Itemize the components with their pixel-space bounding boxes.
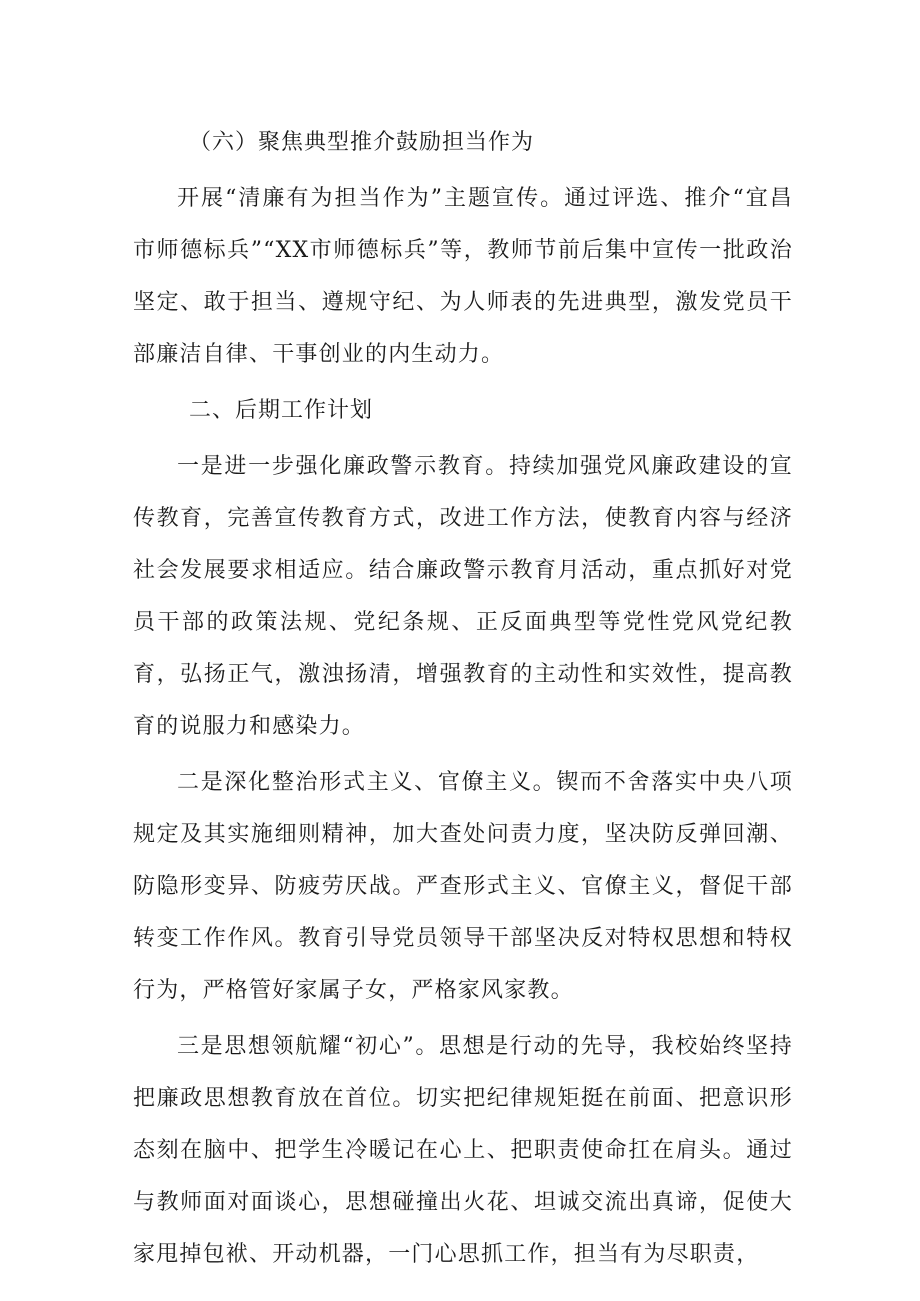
document-body (133, 117, 793, 1285)
paragraph-ideological-guidance: 三是思想领航耀“初心”。思想是行动的先导，我校始终坚持把廉政思想教育放在首位。切实把纪律规矩挺在前面、把意识形态刻在脑中、把学生冷暖记在心上、把职责使命扛在肩头。通过与教师面对面谈心，思想碰撞出火花、坦诚交流出真谛，促使大家甩掉包袱、开动机器，一门心思抓工作，担当有为尽职责， (133, 1034, 793, 1267)
paragraph-rectify-formalism: 二是深化整治形式主义、官僚主义。锲而不舍落实中央八项规定及其实施细则精神，加大查处问责力度，坚决防反弹回潮、防隐形变异、防疲劳厌战。严查形式主义、官僚主义，督促干部转变工作作风。教育引导党员领导干部坚决反对特权思想和特权行为，严格管好家属子女，严格家风家教。 (133, 770, 793, 1003)
paragraph-theme-publicity: 开展“清廉有为担当作为”主题宣传。通过评选、推介“宜昌市师德标兵”“XX市师德标兵”等，教师节前后集中宣传一批政治坚定、敢于担当、遵规守纪、为人师表的先进典型，激发党员干部廉洁自律、干事创业的内生动力。 (133, 186, 793, 367)
section-two-heading: 二、后期工作计划 (189, 398, 374, 423)
section-six-heading: （六）聚焦典型推介鼓励担当作为 (189, 130, 535, 155)
paragraph-warning-education: 一是进一步强化廉政警示教育。持续加强党风廉政建设的宣传教育，完善宣传教育方式，改进工作方法，使教育内容与经济社会发展要求相适应。结合廉政警示教育月活动，重点抓好对党员干部的政策法规、党纪条规、正反面典型等党性党风党纪教育，弘扬正气，激浊扬清，增强教育的主动性和实效性，提高教育的说服力和感染力。 (133, 454, 793, 739)
